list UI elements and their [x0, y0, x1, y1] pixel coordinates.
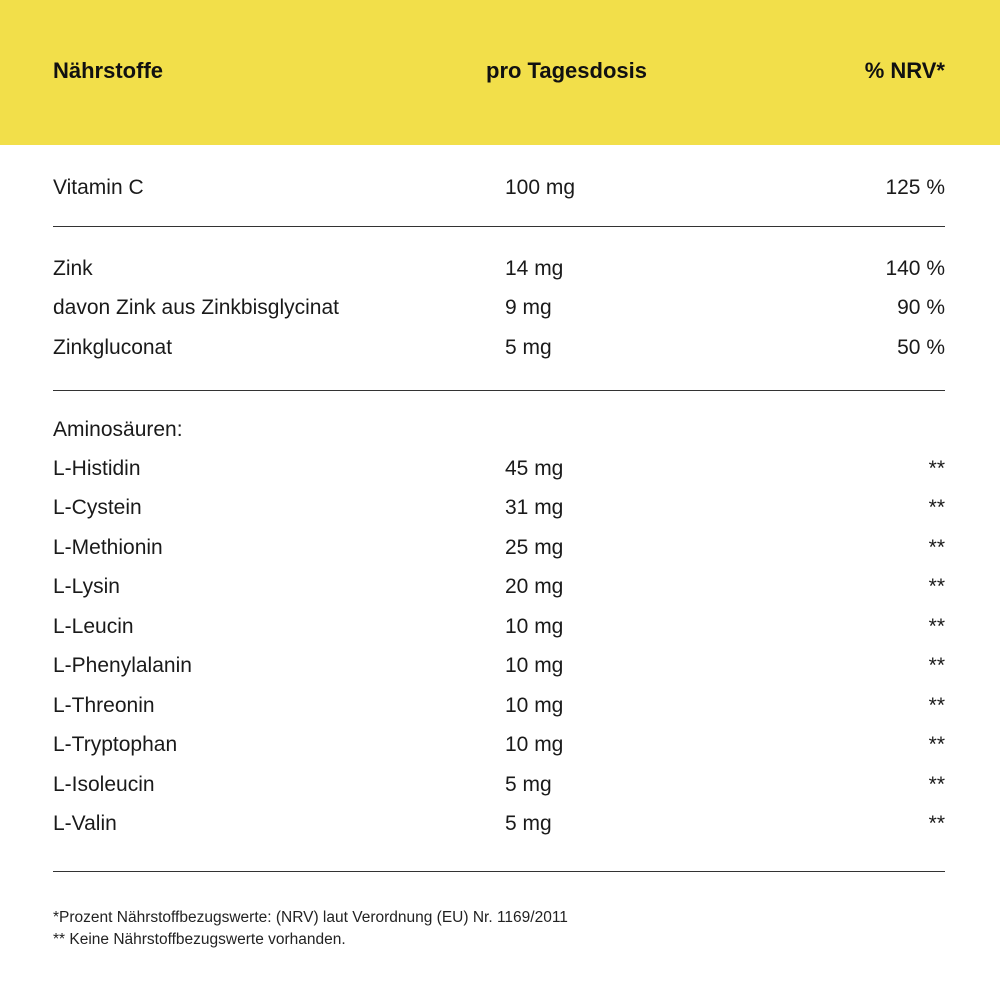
- nutrient-nrv: **: [928, 654, 945, 677]
- table-row: [0, 334, 1000, 362]
- nutrient-name: davon Zink aus Zinkbisglycinat: [53, 296, 339, 319]
- section-divider: [53, 871, 945, 872]
- table-row: [0, 731, 1000, 759]
- table-row: [0, 652, 1000, 680]
- nutrient-dose: 25 mg: [505, 536, 564, 559]
- nutrient-dose: 5 mg: [505, 336, 552, 359]
- nutrient-dose: 10 mg: [505, 654, 564, 677]
- footnote-nrv: *Prozent Nährstoffbezugswerte: (NRV) laut Verordnung (EU) Nr. 1169/2011: [53, 909, 568, 926]
- nutrient-nrv: **: [928, 575, 945, 598]
- nutrient-name: L-Cystein: [53, 496, 142, 519]
- nutrient-name: L-Tryptophan: [53, 733, 178, 756]
- table-row: [0, 494, 1000, 522]
- nutrient-name: Vitamin C: [53, 176, 144, 199]
- nutrient-name: Zink: [53, 257, 93, 280]
- nutrient-dose: 45 mg: [505, 457, 564, 480]
- nutrient-nrv: **: [928, 694, 945, 717]
- footnote-no-nrv: ** Keine Nährstoffbezugswerte vorhanden.: [53, 931, 346, 948]
- nutrient-dose: 31 mg: [505, 496, 564, 519]
- nutrient-dose: 20 mg: [505, 575, 564, 598]
- nutrient-name: L-Isoleucin: [53, 773, 155, 796]
- nutrient-dose: 14 mg: [505, 257, 564, 280]
- nutrient-name: L-Valin: [53, 812, 117, 835]
- table-row: [0, 810, 1000, 838]
- nutrient-name: L-Leucin: [53, 615, 134, 638]
- nutrient-nrv: 140 %: [885, 257, 945, 280]
- table-row: [0, 294, 1000, 322]
- header-nrv: % NRV*: [864, 58, 945, 83]
- nutrient-nrv: **: [928, 457, 945, 480]
- section-divider: [53, 390, 945, 391]
- nutrient-dose: 100 mg: [505, 176, 576, 199]
- nutrient-dose: 10 mg: [505, 733, 564, 756]
- header-nutrients: Nährstoffe: [53, 58, 164, 83]
- table-row: [0, 174, 1000, 202]
- table-row: [0, 255, 1000, 283]
- table-row: [0, 613, 1000, 641]
- table-row: [0, 534, 1000, 562]
- table-row: [0, 573, 1000, 601]
- table-row: [0, 771, 1000, 799]
- nutrient-dose: 5 mg: [505, 812, 552, 835]
- nutrient-nrv: **: [928, 615, 945, 638]
- nutrient-name: L-Phenylalanin: [53, 654, 192, 677]
- nutrient-name: L-Lysin: [53, 575, 120, 598]
- nutrient-nrv: **: [928, 536, 945, 559]
- nutrient-nrv: 125 %: [885, 176, 945, 199]
- nutrient-nrv: **: [928, 496, 945, 519]
- nutrient-name: L-Methionin: [53, 536, 163, 559]
- nutrient-nrv: 90 %: [897, 296, 945, 319]
- amino-heading: Aminosäuren:: [53, 418, 183, 441]
- header-per-dose: pro Tagesdosis: [486, 58, 647, 83]
- table-row: [0, 692, 1000, 720]
- section-heading: [0, 416, 1000, 444]
- nutrient-name: Zinkgluconat: [53, 336, 173, 359]
- nutrient-dose: 10 mg: [505, 694, 564, 717]
- nutrient-name: L-Threonin: [53, 694, 155, 717]
- nutrient-nrv: **: [928, 773, 945, 796]
- nutrient-nrv: **: [928, 812, 945, 835]
- nutrient-name: L-Histidin: [53, 457, 141, 480]
- table-row: [0, 455, 1000, 483]
- table-header: [0, 0, 1000, 145]
- section-divider: [53, 226, 945, 227]
- nutrient-dose: 10 mg: [505, 615, 564, 638]
- nutrient-dose: 5 mg: [505, 773, 552, 796]
- nutrient-nrv: 50 %: [897, 336, 945, 359]
- nutrient-dose: 9 mg: [505, 296, 552, 319]
- nutrient-nrv: **: [928, 733, 945, 756]
